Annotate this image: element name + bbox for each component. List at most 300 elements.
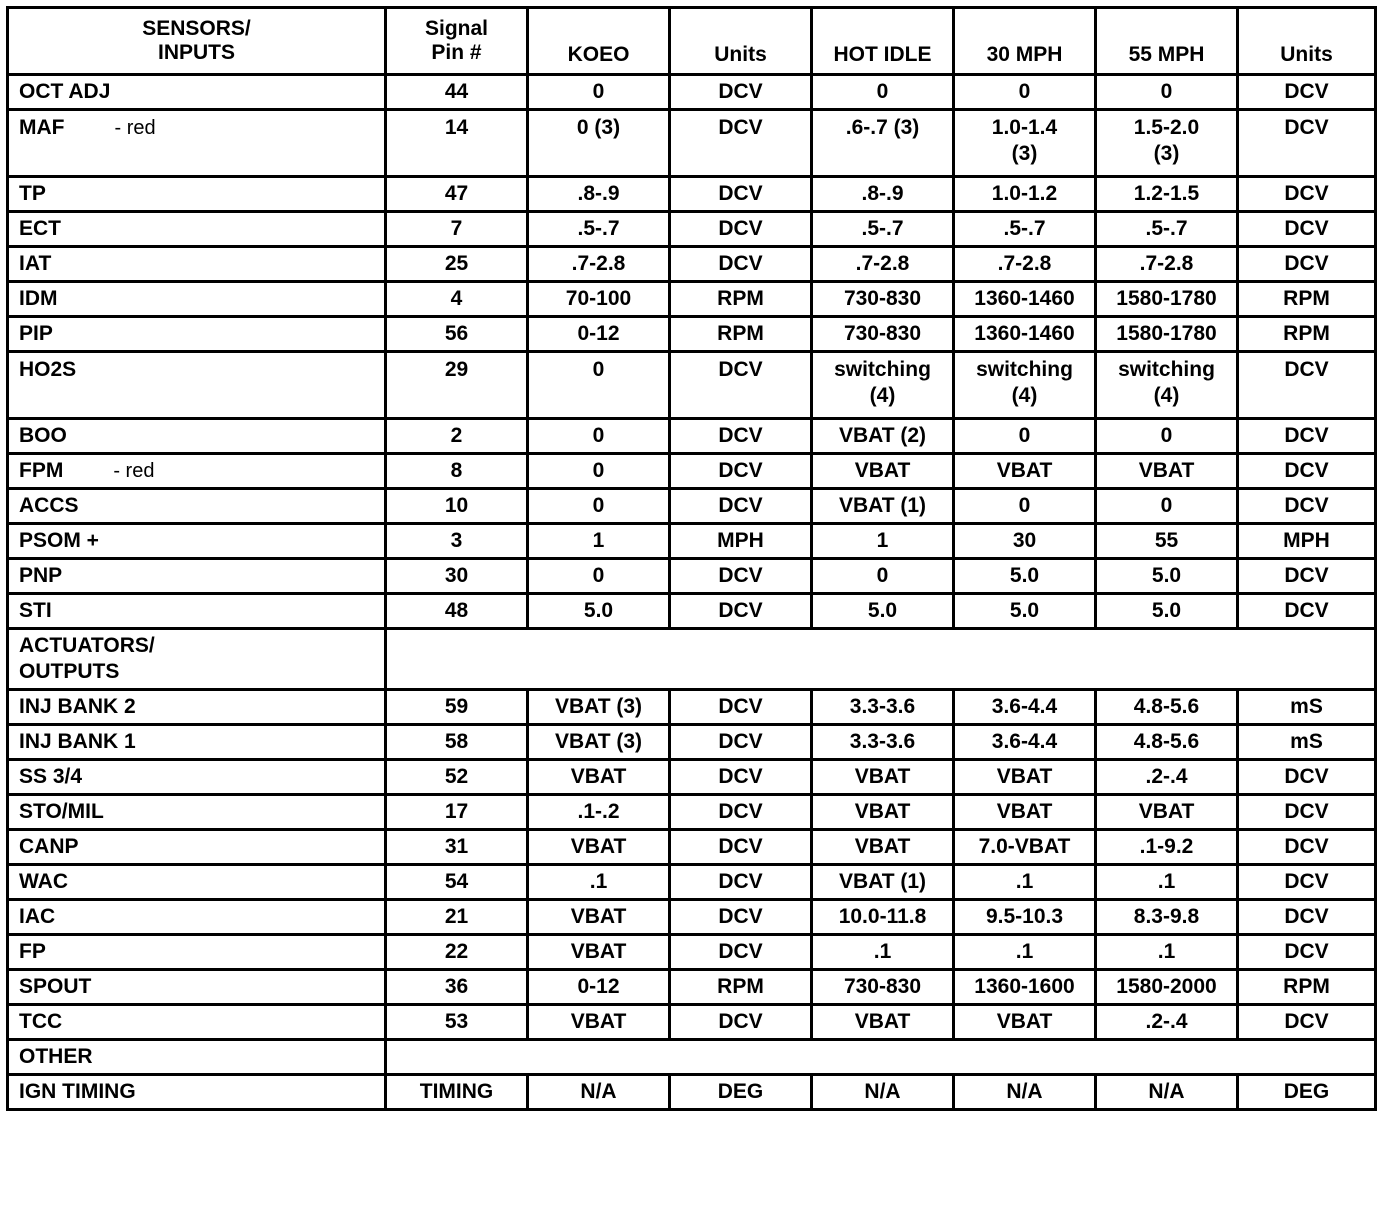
header-signal-pin [386,8,528,75]
cell-units: MPH [670,524,812,559]
cell-hot-idle [812,247,954,282]
cell-pin: 59 [386,690,528,725]
cell-pin: 8 [386,454,528,489]
cell-value-line: VBAT (1) [838,870,927,893]
cell-value-line: 1.0-1.2 [991,182,1058,205]
row-name-cell [8,760,386,795]
cell-units: DCV [670,760,812,795]
row-name: STI [19,599,52,622]
header-signal-line1: Signal [424,17,488,40]
cell-hot-idle [812,110,954,177]
cell-koeo [528,865,670,900]
row-name: CANP [19,835,79,858]
cell-koeo [528,725,670,760]
cell-pin: 2 [386,419,528,454]
cell-value-line: .1 [1015,870,1034,893]
cell-value-line: 7.0-VBAT [978,835,1071,858]
cell-units2: DCV [1238,212,1376,247]
cell-koeo [528,559,670,594]
cell-value-line: 0 [1160,424,1173,447]
cell-value-line: 0 [592,494,605,517]
other-header-blank [386,1040,1376,1075]
cell-value-line: .5-.7 [1003,217,1046,240]
header-sensors-line1: SENSORS/ [142,17,251,40]
cell-value-line: 0-12 [577,975,620,998]
cell-hot-idle [812,454,954,489]
cell-units: DCV [670,454,812,489]
cell-value-line: VBAT [996,459,1053,482]
cell-value-line: 1580-1780 [1116,322,1217,345]
cell-pin: 4 [386,282,528,317]
cell-koeo [528,75,670,110]
cell-value-line: 1 [876,529,889,552]
cell-value-line: 5.0 [1151,599,1182,622]
cell-value-line: 5.0 [583,599,614,622]
cell-units2: mS [1238,725,1376,760]
header-55-mph: 55 MPH [1096,8,1238,75]
table-row-inj-bank-1 [8,725,1376,760]
cell-mph30 [954,282,1096,317]
cell-mph30 [954,75,1096,110]
cell-value-line: .7-2.8 [1139,252,1194,275]
cell-units2: DEG [1238,1075,1376,1110]
cell-units: DCV [670,419,812,454]
cell-hot-idle [812,900,954,935]
cell-mph30 [954,594,1096,629]
cell-pin: 7 [386,212,528,247]
cell-value-line: .1-9.2 [1139,835,1194,858]
cell-mph55 [1096,795,1238,830]
cell-value-line: .7-2.8 [997,252,1052,275]
cell-units: DCV [670,865,812,900]
cell-units2: mS [1238,690,1376,725]
cell-value-line: .7-2.8 [571,252,626,275]
actuators-section [8,690,1376,1040]
row-name-cell [8,489,386,524]
cell-value-line: N/A [1148,1080,1185,1103]
cell-units: DCV [670,489,812,524]
cell-pin: 52 [386,760,528,795]
cell-value-line: N/A [864,1080,901,1103]
row-name-cell [8,454,386,489]
cell-mph55 [1096,352,1238,419]
cell-units2: DCV [1238,559,1376,594]
cell-units2: DCV [1238,760,1376,795]
row-name: IGN TIMING [19,1080,136,1103]
cell-value-line: 3.3-3.6 [849,695,916,718]
cell-value-line: 730-830 [843,287,922,310]
cell-value-line: VBAT [854,800,911,823]
cell-koeo [528,317,670,352]
other-header-section [8,1040,1376,1075]
cell-units: DCV [670,110,812,177]
cell-value-line: 1 [592,529,605,552]
table-row-fpm [8,454,1376,489]
cell-value-line: switching [976,358,1073,381]
row-note: - red [114,117,156,139]
cell-pin: 30 [386,559,528,594]
cell-units2: DCV [1238,489,1376,524]
diagnostic-values-sheet [6,6,1377,1111]
row-name: FP [19,940,46,963]
cell-value-line: .5-.7 [1145,217,1188,240]
cell-value-line: N/A [1006,1080,1043,1103]
cell-mph55 [1096,317,1238,352]
cell-value-line: VBAT (2) [838,424,927,447]
cell-units2: DCV [1238,352,1376,419]
header-30-mph: 30 MPH [954,8,1096,75]
cell-value-line: 0 [1160,80,1173,103]
header-signal-line2: Pin # [431,41,482,64]
cell-pin: 56 [386,317,528,352]
cell-mph55 [1096,935,1238,970]
cell-mph30 [954,247,1096,282]
row-name: SPOUT [19,975,92,998]
cell-mph30 [954,454,1096,489]
cell-value-line: .8-.9 [861,182,904,205]
cell-units: DCV [670,830,812,865]
cell-units2: DCV [1238,110,1376,177]
cell-mph30 [954,419,1096,454]
cell-value-line: 1.5-2.0 [1133,116,1200,139]
cell-value-line: 1580-2000 [1116,975,1217,998]
row-note: - red [113,460,155,482]
cell-units: DCV [670,177,812,212]
actuators-outputs-label [8,629,386,690]
cell-value-line: 0 [592,564,605,587]
cell-value-line: N/A [580,1080,617,1103]
cell-koeo [528,110,670,177]
cell-mph55 [1096,247,1238,282]
row-name-cell [8,559,386,594]
cell-units: DCV [670,247,812,282]
cell-value-line: 10.0-11.8 [838,905,927,928]
header-units: Units [670,8,812,75]
cell-koeo [528,970,670,1005]
table-row-inj-bank-2 [8,690,1376,725]
cell-pin: 58 [386,725,528,760]
cell-hot-idle [812,795,954,830]
row-name-cell [8,110,386,177]
cell-koeo [528,454,670,489]
table-row-idm [8,282,1376,317]
table-row-accs [8,489,1376,524]
diagnostic-values-table [6,6,1377,1111]
cell-value-line: (3) [1153,142,1180,165]
other-row [8,1040,1376,1075]
table-row-boo [8,419,1376,454]
cell-value-line: .1 [1015,940,1034,963]
cell-koeo [528,935,670,970]
cell-value-line: switching [834,358,931,381]
cell-value-line: VBAT [1138,800,1195,823]
row-name: PSOM + [19,529,99,552]
cell-hot-idle [812,725,954,760]
table-row-ho2s [8,352,1376,419]
row-name: ECT [19,217,61,240]
cell-value-line: 0 (3) [576,116,621,139]
row-name-cell [8,177,386,212]
row-name-cell [8,594,386,629]
cell-koeo [528,690,670,725]
cell-mph30 [954,725,1096,760]
cell-value-line: 0 [1018,80,1031,103]
cell-value-line: VBAT [570,835,627,858]
cell-pin: 22 [386,935,528,970]
cell-pin: 29 [386,352,528,419]
cell-value-line: VBAT [570,1010,627,1033]
cell-hot-idle [812,489,954,524]
cell-mph30 [954,212,1096,247]
cell-hot-idle [812,865,954,900]
cell-hot-idle [812,282,954,317]
cell-value-line: VBAT [1138,459,1195,482]
cell-koeo [528,282,670,317]
cell-value-line: 9.5-10.3 [985,905,1064,928]
table-row-canp [8,830,1376,865]
cell-value-line: 0 [592,459,605,482]
cell-units2: DCV [1238,900,1376,935]
row-name: HO2S [19,358,77,381]
cell-value-line: (3) [1011,142,1038,165]
cell-value-line: 5.0 [1009,599,1040,622]
cell-units2: RPM [1238,282,1376,317]
cell-mph55 [1096,489,1238,524]
header-row [8,8,1376,75]
cell-koeo [528,760,670,795]
cell-hot-idle [812,830,954,865]
cell-value-line: .7-2.8 [855,252,910,275]
table-row-ign-timing [8,1075,1376,1110]
cell-pin: TIMING [386,1075,528,1110]
cell-value-line: 5.0 [1009,564,1040,587]
cell-value-line: 1.2-1.5 [1133,182,1200,205]
row-name-cell [8,690,386,725]
cell-value-line: 0 [876,80,889,103]
cell-pin: 44 [386,75,528,110]
table-row-pip [8,317,1376,352]
cell-hot-idle [812,177,954,212]
cell-hot-idle [812,760,954,795]
cell-mph30 [954,830,1096,865]
cell-value-line: 730-830 [843,975,922,998]
cell-koeo [528,1075,670,1110]
cell-mph55 [1096,690,1238,725]
row-name-cell [8,282,386,317]
cell-mph55 [1096,559,1238,594]
row-name-cell [8,830,386,865]
cell-units2: DCV [1238,75,1376,110]
cell-value-line: VBAT [854,765,911,788]
header-units-2: Units [1238,8,1376,75]
actuators-header-section [8,629,1376,690]
cell-value-line: 30 [1012,529,1037,552]
cell-value-line: 0 [592,80,605,103]
cell-pin: 25 [386,247,528,282]
table-row-sto-mil [8,795,1376,830]
cell-pin: 3 [386,524,528,559]
cell-value-line: .1 [1157,940,1176,963]
cell-koeo [528,212,670,247]
cell-value-line: 0 [1160,494,1173,517]
cell-koeo [528,419,670,454]
cell-units2: RPM [1238,317,1376,352]
row-name: STO/MIL [19,800,104,823]
cell-mph30 [954,559,1096,594]
cell-value-line: .6-.7 (3) [845,116,920,139]
table-row-oct-adj [8,75,1376,110]
cell-pin: 10 [386,489,528,524]
row-name: IDM [19,287,58,310]
cell-value-line: 70-100 [565,287,632,310]
cell-value-line: VBAT (3) [554,695,643,718]
cell-units2: DCV [1238,865,1376,900]
row-name-cell [8,317,386,352]
header-koeo: KOEO [528,8,670,75]
cell-koeo [528,247,670,282]
cell-koeo [528,524,670,559]
row-name: OCT ADJ [19,80,111,103]
cell-value-line: VBAT [996,1010,1053,1033]
cell-value-line: 8.3-9.8 [1133,905,1200,928]
cell-value-line: .2-.4 [1145,1010,1188,1033]
table-row-tp [8,177,1376,212]
cell-value-line: 4.8-5.6 [1133,695,1200,718]
cell-mph30 [954,1005,1096,1040]
row-name: MAF [19,116,65,139]
other-label: OTHER [8,1040,386,1075]
actuators-label-line1: ACTUATORS/ [19,634,155,657]
cell-value-line: VBAT [570,905,627,928]
cell-pin: 17 [386,795,528,830]
cell-value-line: 0 [1018,424,1031,447]
table-row-ss-3-4 [8,760,1376,795]
cell-value-line: 0 [592,424,605,447]
cell-value-line: 1.0-1.4 [991,116,1058,139]
cell-value-line: 1360-1600 [974,975,1075,998]
actuators-header-blank [386,629,1376,690]
row-name: BOO [19,424,67,447]
table-row-tcc [8,1005,1376,1040]
cell-mph30 [954,865,1096,900]
cell-hot-idle [812,419,954,454]
cell-hot-idle [812,75,954,110]
cell-mph30 [954,900,1096,935]
cell-value-line: 4.8-5.6 [1133,730,1200,753]
table-row-pnp [8,559,1376,594]
row-name-cell [8,725,386,760]
cell-units: RPM [670,282,812,317]
cell-value-line: .5-.7 [577,217,620,240]
cell-value-line: 3.6-4.4 [991,730,1058,753]
cell-hot-idle [812,352,954,419]
table-row-maf [8,110,1376,177]
cell-value-line: VBAT [854,459,911,482]
cell-mph55 [1096,760,1238,795]
cell-units2: DCV [1238,247,1376,282]
row-name: ACCS [19,494,79,517]
cell-value-line: VBAT [996,765,1053,788]
sensors-section [8,75,1376,629]
cell-koeo [528,1005,670,1040]
row-name: FPM [19,459,64,482]
cell-pin: 47 [386,177,528,212]
cell-value-line: .1 [1157,870,1176,893]
cell-value-line: (4) [1011,384,1038,407]
cell-units2: DCV [1238,795,1376,830]
cell-hot-idle [812,1075,954,1110]
cell-units: DCV [670,725,812,760]
cell-units2: DCV [1238,830,1376,865]
cell-value-line: 0 [876,564,889,587]
cell-value-line: .5-.7 [861,217,904,240]
row-name-cell [8,352,386,419]
header-hot-idle: HOT IDLE [812,8,954,75]
row-name-cell [8,935,386,970]
table-row-psom [8,524,1376,559]
cell-mph55 [1096,725,1238,760]
cell-units2: MPH [1238,524,1376,559]
row-name: PIP [19,322,53,345]
cell-value-line: 1580-1780 [1116,287,1217,310]
cell-hot-idle [812,594,954,629]
row-name: PNP [19,564,63,587]
actuators-outputs-row [8,629,1376,690]
cell-units2: RPM [1238,970,1376,1005]
cell-hot-idle [812,524,954,559]
cell-koeo [528,352,670,419]
cell-mph55 [1096,75,1238,110]
cell-mph30 [954,524,1096,559]
cell-mph30 [954,110,1096,177]
cell-mph30 [954,935,1096,970]
cell-koeo [528,795,670,830]
cell-hot-idle [812,935,954,970]
cell-value-line: 0 [592,358,605,381]
row-name-cell [8,419,386,454]
cell-value-line: (4) [869,384,896,407]
cell-value-line: .1-.2 [577,800,620,823]
header-sensors-inputs [8,8,386,75]
cell-mph55 [1096,419,1238,454]
table-row-fp [8,935,1376,970]
cell-mph30 [954,760,1096,795]
cell-value-line: 1360-1460 [974,322,1075,345]
cell-pin: 21 [386,900,528,935]
cell-units: DCV [670,212,812,247]
table-row-sti [8,594,1376,629]
cell-pin: 14 [386,110,528,177]
header-sensors-line2: INPUTS [157,41,235,64]
cell-value-line: (4) [1153,384,1180,407]
cell-units: DCV [670,690,812,725]
row-name-cell [8,865,386,900]
cell-units: DEG [670,1075,812,1110]
cell-mph55 [1096,282,1238,317]
cell-mph55 [1096,830,1238,865]
cell-value-line: VBAT [854,835,911,858]
cell-mph55 [1096,110,1238,177]
cell-value-line: 0 [1018,494,1031,517]
cell-units2: DCV [1238,1005,1376,1040]
row-name: INJ BANK 2 [19,695,136,718]
row-name: SS 3/4 [19,765,83,788]
cell-value-line: VBAT (3) [554,730,643,753]
cell-hot-idle [812,970,954,1005]
cell-mph30 [954,690,1096,725]
cell-mph30 [954,352,1096,419]
other-section [8,1075,1376,1110]
